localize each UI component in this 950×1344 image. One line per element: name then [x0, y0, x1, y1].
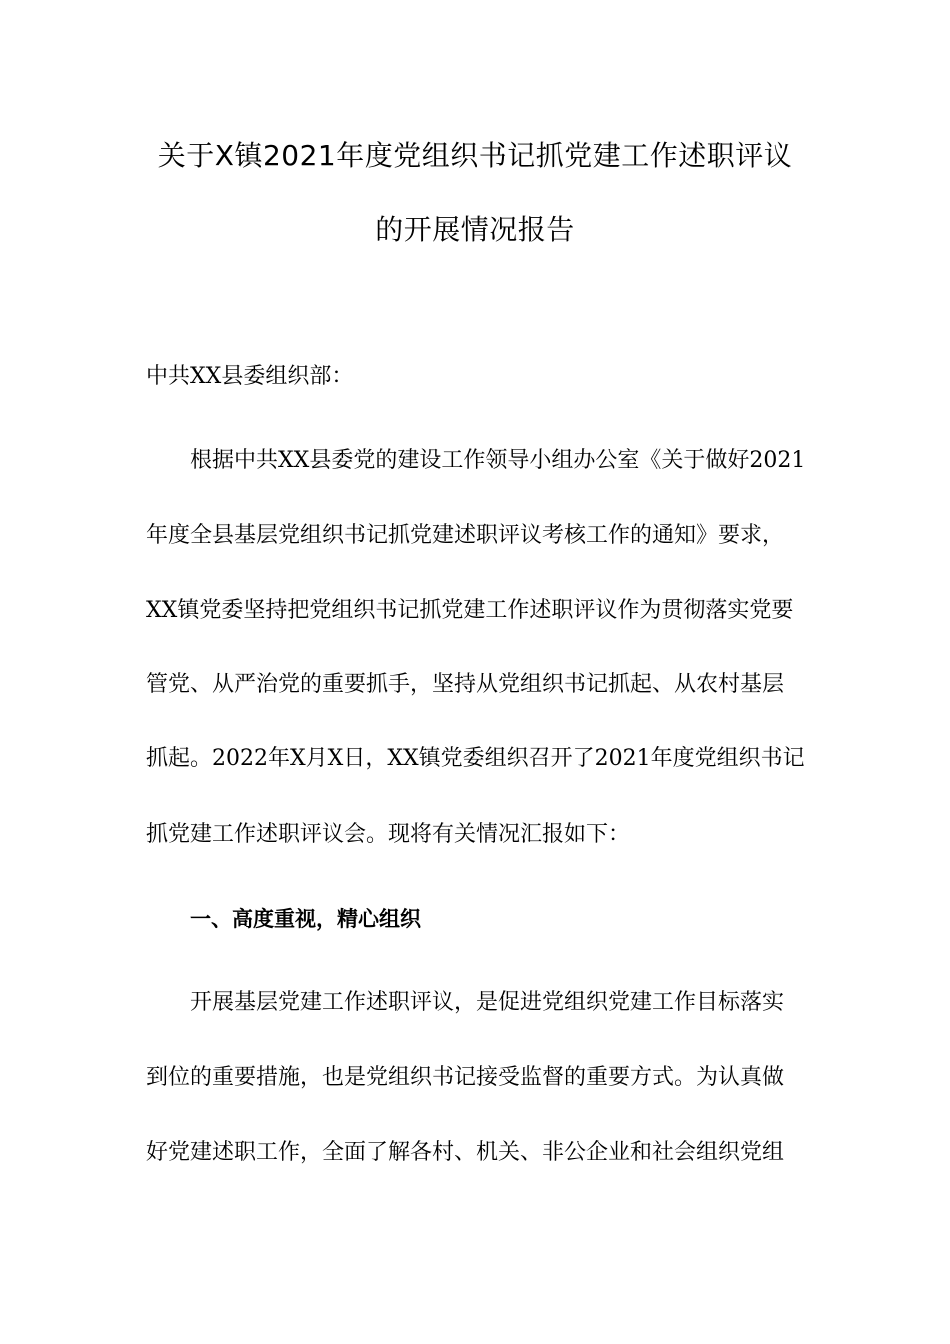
salutation: 中共XX县委组织部： — [146, 364, 354, 389]
document-title-line-1: 关于X镇2021年度党组织书记抓党建工作述职评议 — [157, 139, 793, 172]
paragraph-1-line: 抓起。2022年X月X日，XX镇党委组织召开了2021年度党组织书记 — [146, 746, 805, 771]
paragraph-1-line: XX镇党委坚持把党组织书记抓党建工作述职评议作为贯彻落实党要 — [146, 598, 794, 623]
paragraph-1-line: 管党、从严治党的重要抓手，坚持从党组织书记抓起、从农村基层 — [146, 672, 785, 697]
paragraph-1-line: 抓党建工作述职评议会。现将有关情况汇报如下： — [146, 822, 631, 847]
paragraph-2-line: 好党建述职工作，全面了解各村、机关、非公企业和社会组织党组 — [146, 1140, 785, 1165]
paragraph-1-line: 根据中共XX县委党的建设工作领导小组办公室《关于做好2021 — [190, 448, 806, 473]
paragraph-1-line: 年度全县基层党组织书记抓党建述职评议考核工作的通知》要求， — [146, 523, 785, 548]
paragraph-2-line: 到位的重要措施，也是党组织书记接受监督的重要方式。为认真做 — [146, 1065, 785, 1090]
paragraph-2-line: 开展基层党建工作述职评议，是促进党组织党建工作目标落实 — [190, 990, 785, 1015]
document-title-line-2: 的开展情况报告 — [375, 213, 575, 246]
section-heading: 一、高度重视，精心组织 — [190, 907, 421, 931]
